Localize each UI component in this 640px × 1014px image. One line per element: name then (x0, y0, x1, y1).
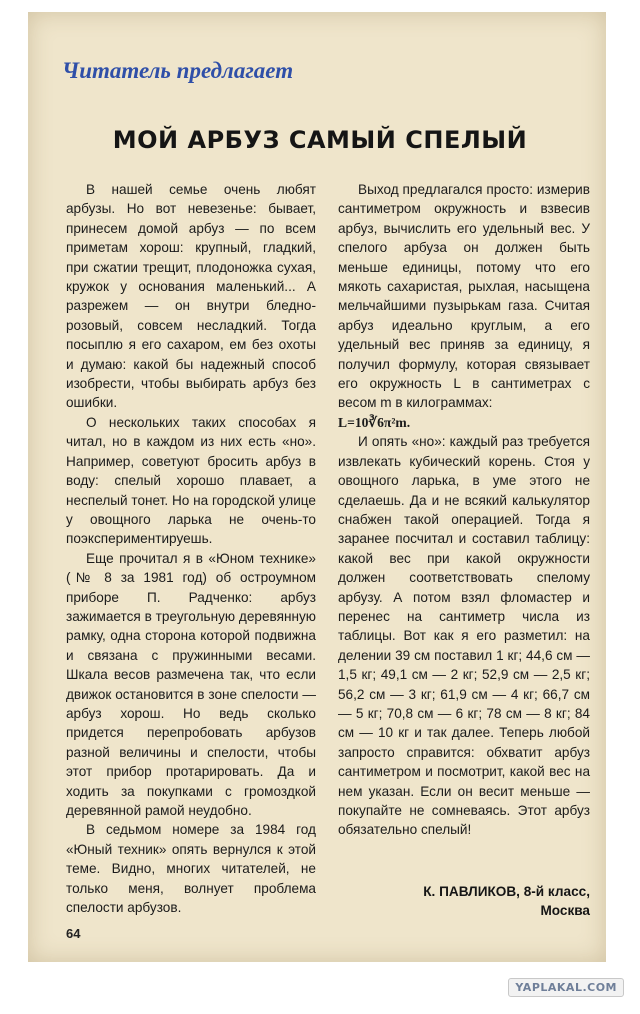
formula: L=10∛6π²m. (338, 414, 411, 430)
site-watermark: YAPLAKAL.COM (508, 978, 624, 997)
paragraph: И опять «но»: каждый раз требуется извлекать кубический корень. Стоя у овощного ларька, в уме этого не сделаешь. Да и не всякий калькулятор снабжен такой операцией. Тогда я заранее посчитал и составил таблицу: какой вес при какой окружности должен соответствовать спелому арбузу. А потом взял фломастер и перенес на сантиметр числа из таблицы. Вот как я его разметил: на делении 39 см поставил 1 кг; 44,6 см — 1,5 кг; 49,1 см — 2 кг; 52,9 см — 2,5 кг; 56,2 см — 3 кг; 61,9 см — 4 кг; 66,7 см — 5 кг; 70,8 см — 6 кг; 78 см — 8 кг; 84 см — 10 кг и так далее. Теперь любой запросто справится: обхватит арбуз сантиметром и посмотрит, какой вес на нем указан. Если он весит меньше — покупайте не сомневаясь. Этот арбуз обязательно спелый! (338, 434, 590, 838)
author-name: К. ПАВЛИКОВ, 8-й класс, (423, 884, 590, 899)
author-signature (338, 882, 590, 920)
paragraph: Еще прочитал я в «Юном технике» (№ 8 за 1981 год) об остроумном приборе П. Радченко: арбуз зажимается в треугольную деревянную рамку, одна сторона которой подвижна и связана с пружинными весами. Шкала весов размечена так, что если движок остановится в зоне спелости — арбуз хорош. Но ведь сколько придется перепробовать арбузов разной величины и спелости, чтобы этот прибор протарировать. Да и ходить за покупками с громоздкой деревянной рамой неудобно. (66, 550, 316, 818)
author-city: Москва (540, 903, 590, 918)
left-column (66, 180, 316, 917)
paragraph: О нескольких таких способах я читал, но в каждом из них есть «но». Например, советуют бросить арбуз в воду: спелый хорошо плавает, а неспелый тонет. Но на городской улице у овощного ларька не очень-то поэкспериментируешь. (66, 414, 316, 547)
paragraph: В нашей семье очень любят арбузы. Но вот невезенье: бывает, принесем домой арбуз — по всем приметам хорош: крупный, гладкий, при сжатии трещит, плодоножка сухая, кружок у основания маленький... А разрежем — он внутри бледно-розовый, совсем несладкий. Тогда посыплю я его сахаром, ем без охоты и думаю: какой бы надежный способ изобрести, чтобы выбирать арбуз без ошибки. (66, 182, 316, 411)
right-column (338, 180, 590, 840)
article-title: МОЙ АРБУЗ САМЫЙ СПЕЛЫЙ (112, 126, 528, 154)
paragraph: Выход предлагался просто: измерив сантиметром окружность и взвесив арбуз, вычислить его удельный вес. У спелого арбуза он должен быть меньше единицы, потому что его мякоть сахаристая, рыхлая, насыщена мельчайшими пузырькам газа. Считая арбуз идеально круглым, а его удельный вес приняв за единицу, я получил формулу, которая связывает его окружность L в сантиметрах с весом m в килограммах: (338, 182, 590, 411)
paragraph: В седьмом номере за 1984 год «Юный техник» опять вернулся к этой теме. Видно, многих читателей, не только меня, волнует проблема спелости арбузов. (66, 822, 316, 916)
page-number: 64 (66, 926, 81, 941)
rubric-heading: Читатель предлагает (62, 58, 294, 83)
